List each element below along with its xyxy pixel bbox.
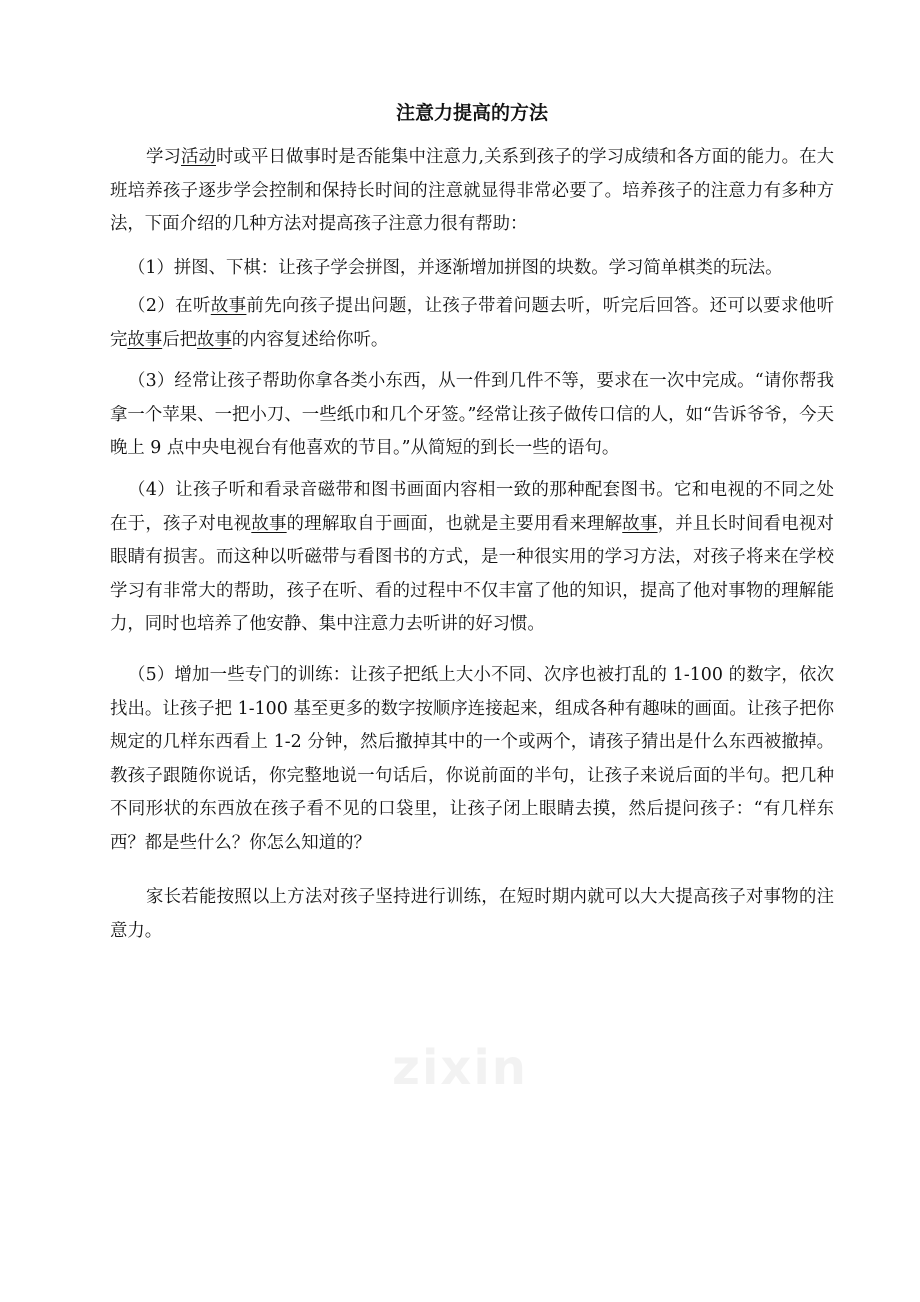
- underlined-term: 故事: [210, 296, 247, 316]
- paragraph-method-4: （4）让孩子听和看录音磁带和图书画面内容相一致的那种配套图书。它和电视的不同之处在于，孩子对电视故事的理解取自于画面，也就是主要用看来理解故事，并且长时间看电视对眼睛有损害。而这种以听磁带与看图书的方式，是一种很实用的学习方法，对孩子将来在学校学习有非常大的帮助，孩子在听、看的过程中不仅丰富了他的知识，提高了他对事物的理解能力，同时也培养了他安静、集中注意力去听讲的好习惯。: [110, 480, 834, 634]
- underlined-term: 故事: [127, 329, 163, 350]
- paragraph-method-5: （5）增加一些专门的训练：让孩子把纸上大小不同、次序也被打乱的 1-100 的数字，依次找出。让孩子把 1-100 基至更多的数字按顺序连接起来，组成各种有趣味的画面。让孩子把你规定的几样东西看上 1-2 分钟，然后撤掉其中的一个或两个，请孩子猜出是什么东西被撤掉。教孩子跟随你说话，你完整地说一句话后，你说前面的半句，让孩子来说后面的半句。把几种不同形状的东西放在孩子看不见的口袋里，让孩子闭上眼睛去摸，然后提问孩子：“有几样东西？都是些什么？你怎么知道的？: [110, 665, 834, 853]
- underlined-term: 故事: [251, 513, 287, 534]
- underlined-term: 活动: [181, 147, 216, 167]
- underlined-term: 故事: [197, 329, 232, 350]
- underlined-term: 故事: [622, 513, 658, 534]
- paragraph-conclusion: 家长若能按照以上方法对孩子坚持进行训练，在短时期内就可以大大提高孩子对事物的注意力。: [110, 887, 834, 941]
- paragraph-method-2: （2）在听故事前先向孩子提出问题，让孩子带着问题去听，听完后回答。还可以要求他听完故事后把故事的内容复述给你听。: [110, 296, 834, 350]
- watermark: zixin: [392, 1040, 528, 1096]
- paragraph-method-3: （3）经常让孩子帮助你拿各类小东西，从一件到几件不等，要求在一次中完成。“请你帮我拿一个苹果、一把小刀、一些纸巾和几个牙签。”经常让孩子做传口信的人，如“告诉爷爷，今天晚上 9 点中央电视台有他喜欢的节目。”从简短的到长一些的语句。: [110, 371, 834, 458]
- document-title: 注意力提高的方法: [395, 102, 548, 124]
- paragraph-intro: 学习活动时或平日做事时是否能集中注意力,关系到孩子的学习成绩和各方面的能力。在大班培养孩子逐步学会控制和保持长时间的注意就显得非常必要了。培养孩子的注意力有多种方法，下面介绍的几种方法对提高孩子注意力很有帮助：: [110, 147, 834, 234]
- paragraph-method-1: （1）拼图、下棋：让孩子学会拼图，并逐渐增加拼图的块数。学习简单棋类的玩法。: [128, 258, 783, 278]
